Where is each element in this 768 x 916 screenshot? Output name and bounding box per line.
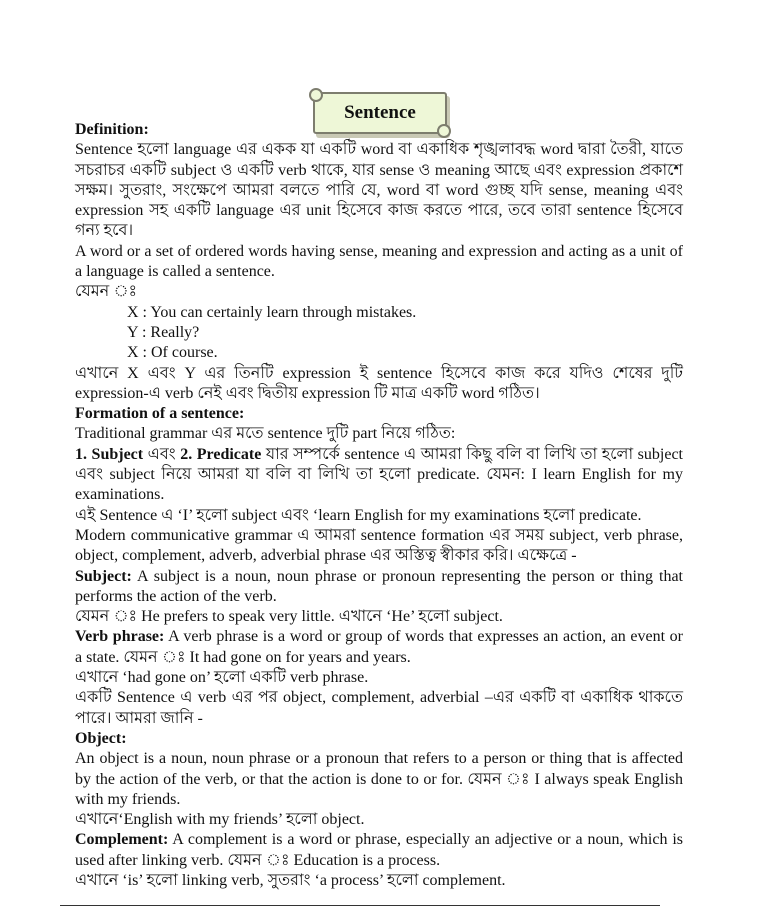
paragraph-text: A subject is a noun, noun phrase or pronoun representing the person or thing that performs the action of the verb.	[75, 567, 683, 605]
bold-term: Subject:	[75, 567, 132, 585]
heading-text: Formation of a sentence:	[75, 405, 245, 423]
connector-text: এবং	[143, 445, 181, 463]
verb-phrase-definition	[75, 627, 683, 668]
formation-heading	[75, 404, 683, 424]
example-line: X : You can certainly learn through mistakes.	[127, 303, 417, 321]
bengali-definition: Sentence হলো language এর একক যা একটি word বা একাধিক শৃঙ্খলাবদ্ধ word দ্বারা তৈরী, যাতে সচরাচর একটি subject ও একটি verb থাকে, যার sense ও meaning আছে এবং expression প্রকাশে সক্ষম। সুতরাং, সংক্ষেপে আমরা বলতে পারি যে, word বা word গুচ্ছ যদি sense, meaning এবং expression সহ একটি language এর unit হিসেবে কাজ করতে পারে, তবে তারা sentence হিসেবে গন্য হবে।	[75, 141, 683, 240]
example-line: Y : Really?	[127, 323, 200, 341]
subject-predicate-paragraph	[75, 445, 683, 506]
sentence-components-line: একটি Sentence এ verb এর পর object, complement, adverbial –এর একটি বা একাধিক থাকতে পারে। আমরা জানি -	[75, 689, 683, 727]
subject-definition	[75, 567, 683, 608]
page-title: Sentence	[344, 102, 416, 123]
english-definition: A word or a set of ordered words having sense, meaning and expression and acting as a unit of a language is called a sentence.	[75, 242, 683, 281]
complement-example: এখানে ‘is’ হলো linking verb, সুতরাং ‘a process’ হলো complement.	[75, 871, 506, 889]
heading-text: Object:	[75, 729, 127, 747]
definition-heading	[75, 120, 683, 140]
modern-grammar-paragraph: Modern communicative grammar এ আমরা sentence formation এর সময় subject, verb phrase, object, complement, adverb, adverbial phrase এর অস্তিত্ব স্বীকার করি। এক্ষেত্রে -	[75, 526, 683, 565]
example-line: X : Of course.	[127, 344, 218, 362]
verb-phrase-example: এখানে ‘had gone on’ হলো একটি verb phrase.	[75, 669, 369, 687]
bold-term: 1. Subject	[75, 445, 144, 463]
paragraph-text: A verb phrase is a word or group of words that expresses an action, an event or a state. যেমন ঃ It had gone on for years and years.	[75, 628, 683, 666]
document-body	[75, 120, 683, 891]
object-definition: An object is a noun, noun phrase or a pronoun that refers to a person or thing that is affected by the action of the verb, or that the action is done to or for. যেমন ঃ I always speak English with my friends.	[75, 750, 683, 808]
paragraph-text: A complement is a word or phrase, especially an adjective or a noun, which is used after linking verb. যেমন ঃ Education is a process.	[75, 831, 683, 869]
heading-text: Definition:	[75, 121, 149, 138]
bold-term: Complement:	[75, 831, 169, 849]
object-heading	[75, 729, 683, 749]
object-example: এখানে‘English with my friends’ হলো object.	[75, 811, 365, 829]
example-label: যেমন ঃ	[75, 283, 138, 301]
subject-example: যেমন ঃ He prefers to speak very little. এখানে ‘He’ হলো subject.	[75, 608, 503, 626]
paragraph-text: যার সম্পর্কে sentence এ আমরা কিছু বলি বা লিখি তা হলো subject এবং subject নিয়ে আমরা যা বলি বা লিখি তা হলো predicate. যেমন: I learn English for my examinations.	[75, 445, 683, 504]
example-explanation: এখানে X এবং Y এর তিনটি expression ই sentence হিসেবে কাজ করে যদিও শেষের দুটি expression-এ verb নেই এবং দ্বিতীয় expression টি মাত্র একটি word গঠিত।	[75, 364, 683, 402]
bold-term: Verb phrase:	[75, 628, 165, 646]
traditional-grammar-line: Traditional grammar এর মতে sentence দুটি part নিয়ে গঠিত:	[75, 425, 456, 443]
complement-definition	[75, 830, 683, 871]
page-bottom-rule	[60, 905, 660, 906]
bold-term: 2. Predicate	[180, 445, 262, 463]
subject-predicate-explanation: এই Sentence এ ‘I’ হলো subject এবং ‘learn English for my examinations হলো predicate.	[75, 506, 642, 524]
